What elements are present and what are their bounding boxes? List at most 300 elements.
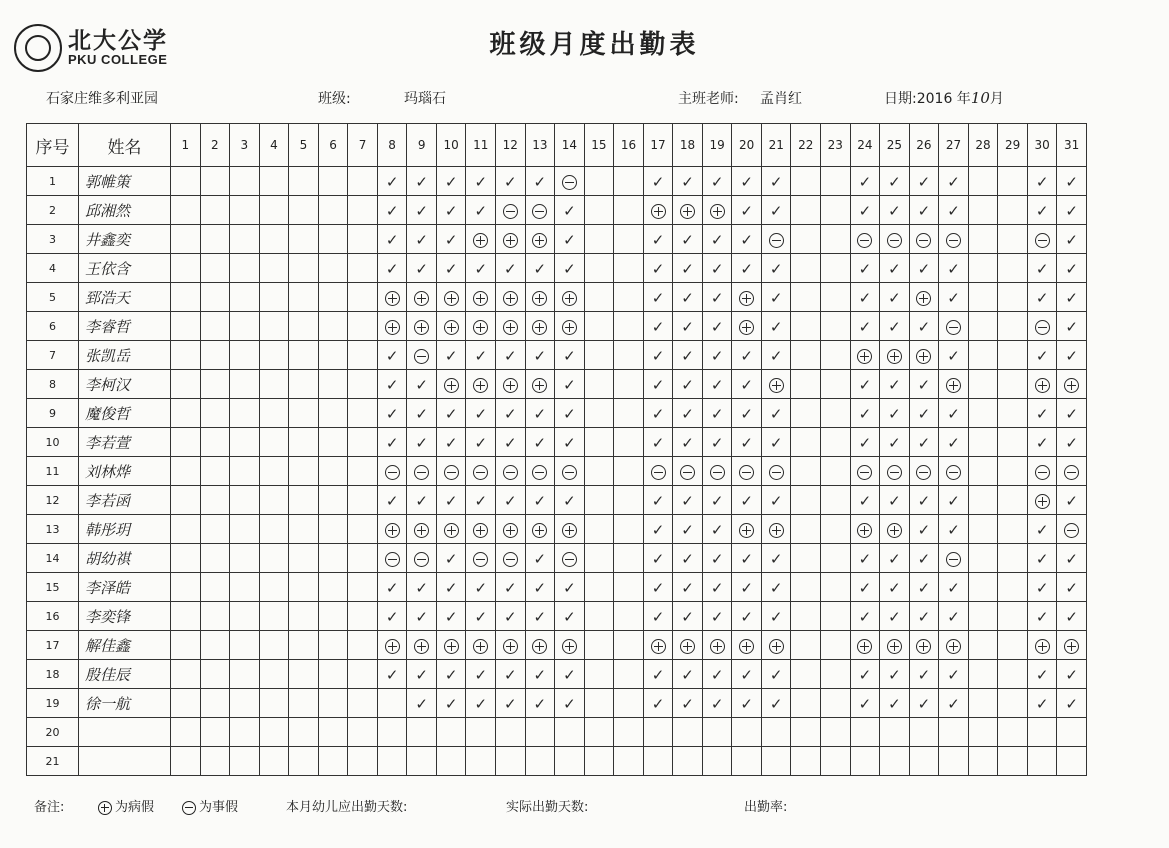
present-check-icon: ✓ bbox=[681, 288, 694, 307]
attendance-cell bbox=[968, 225, 998, 254]
attendance-cell bbox=[407, 370, 437, 399]
attendance-cell bbox=[702, 486, 732, 515]
present-check-icon: ✓ bbox=[710, 375, 724, 394]
attendance-cell bbox=[702, 515, 732, 544]
sick-leave-icon bbox=[562, 523, 577, 538]
attendance-cell bbox=[673, 225, 703, 254]
sick-leave-icon bbox=[739, 291, 754, 306]
present-check-icon: ✓ bbox=[1065, 694, 1078, 713]
attendance-cell bbox=[259, 196, 289, 225]
student-name: 李若函 bbox=[79, 486, 171, 515]
attendance-cell bbox=[673, 254, 703, 283]
present-check-icon: ✓ bbox=[681, 375, 694, 394]
present-check-icon: ✓ bbox=[917, 491, 931, 510]
sick-leave-icon bbox=[532, 523, 547, 538]
present-check-icon: ✓ bbox=[651, 491, 665, 510]
attendance-cell bbox=[171, 341, 201, 370]
attendance-cell bbox=[525, 428, 555, 457]
attendance-cell bbox=[555, 660, 585, 689]
present-check-icon: ✓ bbox=[917, 549, 931, 568]
present-check-icon: ✓ bbox=[504, 607, 517, 626]
attendance-cell bbox=[998, 660, 1028, 689]
present-check-icon: ✓ bbox=[444, 201, 458, 220]
attendance-cell bbox=[171, 573, 201, 602]
attendance-cell bbox=[821, 341, 851, 370]
attendance-cell bbox=[1057, 747, 1087, 776]
student-name: 韩彤玥 bbox=[79, 515, 171, 544]
attendance-cell bbox=[377, 486, 407, 515]
attendance-cell bbox=[348, 718, 378, 747]
present-check-icon: ✓ bbox=[474, 665, 488, 684]
attendance-cell bbox=[850, 486, 880, 515]
attendance-cell bbox=[643, 341, 673, 370]
attendance-cell bbox=[939, 747, 969, 776]
attendance-cell bbox=[171, 167, 201, 196]
present-check-icon: ✓ bbox=[415, 404, 428, 423]
present-check-icon: ✓ bbox=[651, 230, 665, 249]
attendance-cell bbox=[968, 660, 998, 689]
header-day: 20 bbox=[732, 124, 762, 167]
attendance-cell bbox=[880, 254, 910, 283]
attendance-cell bbox=[318, 399, 348, 428]
attendance-cell bbox=[555, 631, 585, 660]
present-check-icon: ✓ bbox=[563, 694, 576, 713]
attendance-cell bbox=[230, 602, 260, 631]
attendance-cell bbox=[1057, 370, 1087, 399]
present-check-icon: ✓ bbox=[740, 491, 753, 510]
present-check-icon: ✓ bbox=[1065, 607, 1078, 626]
attendance-cell bbox=[880, 515, 910, 544]
attendance-cell bbox=[850, 283, 880, 312]
header-day: 4 bbox=[259, 124, 289, 167]
present-check-icon: ✓ bbox=[740, 549, 753, 568]
header-day: 27 bbox=[939, 124, 969, 167]
present-check-icon: ✓ bbox=[415, 665, 428, 684]
present-check-icon: ✓ bbox=[769, 665, 783, 684]
attendance-cell bbox=[850, 573, 880, 602]
attendance-cell bbox=[791, 399, 821, 428]
attendance-cell bbox=[200, 341, 230, 370]
attendance-cell bbox=[702, 341, 732, 370]
present-check-icon: ✓ bbox=[740, 172, 753, 191]
present-check-icon: ✓ bbox=[858, 665, 872, 684]
present-check-icon: ✓ bbox=[769, 288, 783, 307]
attendance-cell bbox=[1027, 515, 1057, 544]
attendance-cell bbox=[407, 747, 437, 776]
personal-leave-icon bbox=[857, 233, 872, 248]
attendance-cell bbox=[1027, 399, 1057, 428]
attendance-cell bbox=[614, 399, 644, 428]
attendance-cell bbox=[525, 167, 555, 196]
attendance-cell bbox=[614, 312, 644, 341]
attendance-cell bbox=[496, 167, 526, 196]
sick-leave-icon bbox=[710, 639, 725, 654]
attendance-cell bbox=[289, 631, 319, 660]
attendance-cell bbox=[436, 631, 466, 660]
present-check-icon: ✓ bbox=[858, 317, 872, 336]
student-name: 郅浩天 bbox=[79, 283, 171, 312]
attendance-cell bbox=[230, 486, 260, 515]
attendance-cell bbox=[348, 399, 378, 428]
attendance-cell bbox=[318, 167, 348, 196]
date-month: 10 bbox=[970, 89, 990, 107]
attendance-cell bbox=[1057, 631, 1087, 660]
attendance-cell bbox=[643, 718, 673, 747]
present-check-icon: ✓ bbox=[947, 346, 960, 365]
present-check-icon: ✓ bbox=[504, 346, 517, 365]
attendance-cell bbox=[761, 370, 791, 399]
attendance-cell bbox=[171, 283, 201, 312]
sick-leave-icon bbox=[739, 523, 754, 538]
attendance-cell bbox=[230, 312, 260, 341]
attendance-cell bbox=[1057, 486, 1087, 515]
attendance-cell bbox=[230, 196, 260, 225]
attendance-cell bbox=[761, 544, 791, 573]
attendance-cell bbox=[673, 718, 703, 747]
attendance-cell bbox=[289, 573, 319, 602]
attendance-cell bbox=[466, 718, 496, 747]
present-check-icon: ✓ bbox=[769, 607, 783, 626]
attendance-cell bbox=[821, 370, 851, 399]
attendance-cell bbox=[791, 225, 821, 254]
attendance-cell bbox=[702, 689, 732, 718]
attendance-cell bbox=[791, 573, 821, 602]
attendance-cell bbox=[1027, 660, 1057, 689]
present-check-icon: ✓ bbox=[651, 549, 665, 568]
attendance-cell bbox=[880, 718, 910, 747]
attendance-cell bbox=[702, 196, 732, 225]
attendance-cell bbox=[643, 428, 673, 457]
attendance-cell bbox=[1027, 312, 1057, 341]
row-index: 16 bbox=[27, 602, 79, 631]
attendance-cell bbox=[200, 370, 230, 399]
personal-leave-icon bbox=[946, 233, 961, 248]
present-check-icon: ✓ bbox=[651, 433, 665, 452]
attendance-cell bbox=[1027, 283, 1057, 312]
attendance-cell bbox=[998, 225, 1028, 254]
attendance-cell bbox=[289, 660, 319, 689]
personal-leave-icon bbox=[414, 552, 429, 567]
attendance-cell bbox=[496, 341, 526, 370]
attendance-cell bbox=[318, 602, 348, 631]
attendance-cell bbox=[525, 689, 555, 718]
attendance-cell bbox=[171, 486, 201, 515]
attendance-cell bbox=[525, 573, 555, 602]
header-day: 11 bbox=[466, 124, 496, 167]
attendance-cell bbox=[1027, 573, 1057, 602]
attendance-cell bbox=[436, 602, 466, 631]
attendance-cell bbox=[673, 370, 703, 399]
attendance-cell bbox=[259, 515, 289, 544]
attendance-cell bbox=[702, 747, 732, 776]
attendance-cell bbox=[880, 486, 910, 515]
present-check-icon: ✓ bbox=[504, 404, 517, 423]
attendance-cell bbox=[614, 544, 644, 573]
sick-leave-icon bbox=[444, 291, 459, 306]
attendance-cell bbox=[880, 660, 910, 689]
attendance-cell bbox=[289, 370, 319, 399]
school-name: 石家庄维多利亚园 bbox=[46, 91, 158, 107]
date-year: 2016 年 bbox=[916, 91, 971, 107]
table-row bbox=[27, 283, 1087, 312]
student-name: 张凯岳 bbox=[79, 341, 171, 370]
present-check-icon: ✓ bbox=[504, 259, 517, 278]
present-check-icon: ✓ bbox=[651, 375, 665, 394]
present-check-icon: ✓ bbox=[681, 404, 694, 423]
row-index: 13 bbox=[27, 515, 79, 544]
table-row bbox=[27, 602, 1087, 631]
attendance-cell bbox=[407, 196, 437, 225]
sick-leave-icon bbox=[946, 639, 961, 654]
header-day: 25 bbox=[880, 124, 910, 167]
attendance-cell bbox=[614, 283, 644, 312]
attendance-cell bbox=[909, 486, 939, 515]
present-check-icon: ✓ bbox=[858, 404, 872, 423]
attendance-cell bbox=[909, 167, 939, 196]
row-index: 19 bbox=[27, 689, 79, 718]
attendance-cell bbox=[673, 196, 703, 225]
attendance-cell bbox=[171, 254, 201, 283]
attendance-cell bbox=[850, 689, 880, 718]
attendance-cell bbox=[496, 254, 526, 283]
attendance-cell bbox=[377, 167, 407, 196]
attendance-cell bbox=[909, 602, 939, 631]
attendance-cell bbox=[1057, 602, 1087, 631]
remark-label: 备注: bbox=[34, 800, 65, 815]
attendance-cell bbox=[821, 399, 851, 428]
table-row bbox=[27, 486, 1087, 515]
student-name: 李奕锋 bbox=[79, 602, 171, 631]
legend-leave-label: 为事假 bbox=[199, 800, 239, 815]
sick-leave-icon bbox=[385, 291, 400, 306]
attendance-cell bbox=[821, 312, 851, 341]
attendance-cell bbox=[584, 399, 614, 428]
personal-leave-icon bbox=[1035, 320, 1050, 335]
attendance-cell bbox=[998, 631, 1028, 660]
attendance-cell bbox=[1027, 341, 1057, 370]
present-check-icon: ✓ bbox=[651, 317, 665, 336]
attendance-cell bbox=[880, 544, 910, 573]
attendance-cell bbox=[200, 515, 230, 544]
attendance-cell bbox=[555, 573, 585, 602]
sick-leave-icon bbox=[916, 291, 931, 306]
attendance-cell bbox=[289, 341, 319, 370]
header-day: 12 bbox=[496, 124, 526, 167]
attendance-cell bbox=[732, 718, 762, 747]
sick-leave-icon bbox=[651, 639, 666, 654]
attendance-cell bbox=[673, 515, 703, 544]
present-check-icon: ✓ bbox=[917, 404, 931, 423]
header-day: 29 bbox=[998, 124, 1028, 167]
personal-leave-icon bbox=[414, 349, 429, 364]
attendance-cell bbox=[939, 689, 969, 718]
attendance-cell bbox=[466, 283, 496, 312]
attendance-cell bbox=[555, 428, 585, 457]
header-day: 9 bbox=[407, 124, 437, 167]
attendance-cell bbox=[407, 254, 437, 283]
present-check-icon: ✓ bbox=[533, 607, 547, 626]
attendance-cell bbox=[998, 689, 1028, 718]
present-check-icon: ✓ bbox=[710, 404, 724, 423]
attendance-cell bbox=[850, 167, 880, 196]
attendance-cell bbox=[348, 602, 378, 631]
attendance-cell bbox=[761, 747, 791, 776]
present-check-icon: ✓ bbox=[888, 259, 901, 278]
header-day: 26 bbox=[909, 124, 939, 167]
attendance-cell bbox=[171, 399, 201, 428]
attendance-cell bbox=[407, 225, 437, 254]
attendance-cell bbox=[200, 428, 230, 457]
attendance-cell bbox=[259, 544, 289, 573]
table-row bbox=[27, 196, 1087, 225]
attendance-cell bbox=[614, 428, 644, 457]
present-check-icon: ✓ bbox=[563, 404, 576, 423]
attendance-cell bbox=[643, 515, 673, 544]
attendance-cell bbox=[1027, 747, 1057, 776]
present-check-icon: ✓ bbox=[651, 404, 665, 423]
attendance-cell bbox=[909, 515, 939, 544]
sick-leave-icon bbox=[414, 639, 429, 654]
attendance-cell bbox=[850, 428, 880, 457]
attendance-cell bbox=[555, 225, 585, 254]
attendance-cell bbox=[525, 312, 555, 341]
personal-leave-icon bbox=[503, 552, 518, 567]
present-check-icon: ✓ bbox=[858, 491, 872, 510]
attendance-cell bbox=[377, 689, 407, 718]
attendance-cell bbox=[880, 312, 910, 341]
attendance-cell bbox=[909, 689, 939, 718]
personal-leave-icon bbox=[1035, 465, 1050, 480]
header-index: 序号 bbox=[27, 124, 79, 167]
attendance-cell bbox=[436, 167, 466, 196]
attendance-cell bbox=[230, 718, 260, 747]
personal-leave-icon bbox=[946, 320, 961, 335]
present-check-icon: ✓ bbox=[888, 433, 901, 452]
attendance-cell bbox=[584, 718, 614, 747]
attendance-cell bbox=[998, 457, 1028, 486]
student-name: 邱湘然 bbox=[79, 196, 171, 225]
sick-leave-icon bbox=[473, 291, 488, 306]
personal-leave-icon bbox=[739, 465, 754, 480]
attendance-cell bbox=[673, 457, 703, 486]
attendance-cell bbox=[850, 254, 880, 283]
attendance-cell bbox=[880, 689, 910, 718]
present-check-icon: ✓ bbox=[444, 346, 458, 365]
personal-leave-icon bbox=[473, 552, 488, 567]
sick-leave-icon bbox=[444, 639, 459, 654]
attendance-cell bbox=[791, 254, 821, 283]
attendance-cell bbox=[407, 167, 437, 196]
present-check-icon: ✓ bbox=[563, 491, 576, 510]
attendance-cell bbox=[998, 747, 1028, 776]
present-check-icon: ✓ bbox=[1065, 288, 1078, 307]
attendance-cell bbox=[791, 196, 821, 225]
sick-leave-icon bbox=[739, 320, 754, 335]
present-check-icon: ✓ bbox=[444, 491, 458, 510]
attendance-cell bbox=[791, 312, 821, 341]
attendance-cell bbox=[880, 196, 910, 225]
personal-leave-icon bbox=[385, 465, 400, 480]
present-check-icon: ✓ bbox=[888, 317, 901, 336]
attendance-cell bbox=[673, 341, 703, 370]
attendance-cell bbox=[230, 660, 260, 689]
attendance-cell bbox=[939, 486, 969, 515]
attendance-cell bbox=[791, 602, 821, 631]
attendance-cell bbox=[466, 515, 496, 544]
present-check-icon: ✓ bbox=[740, 433, 753, 452]
attendance-cell bbox=[673, 544, 703, 573]
attendance-cell bbox=[998, 399, 1028, 428]
row-index: 10 bbox=[27, 428, 79, 457]
personal-leave-icon bbox=[916, 233, 931, 248]
attendance-cell bbox=[702, 602, 732, 631]
student-name: 郭帷策 bbox=[79, 167, 171, 196]
present-check-icon: ✓ bbox=[563, 259, 576, 278]
attendance-cell bbox=[909, 544, 939, 573]
present-check-icon: ✓ bbox=[385, 346, 399, 365]
present-check-icon: ✓ bbox=[917, 259, 931, 278]
attendance-cell bbox=[171, 196, 201, 225]
attendance-cell bbox=[909, 225, 939, 254]
attendance-cell bbox=[614, 660, 644, 689]
present-check-icon: ✓ bbox=[504, 433, 517, 452]
attendance-cell bbox=[348, 428, 378, 457]
attendance-cell bbox=[348, 341, 378, 370]
attendance-cell bbox=[377, 341, 407, 370]
attendance-cell bbox=[525, 196, 555, 225]
attendance-cell bbox=[1057, 399, 1087, 428]
attendance-cell bbox=[348, 312, 378, 341]
attendance-cell bbox=[555, 544, 585, 573]
attendance-cell bbox=[614, 254, 644, 283]
present-check-icon: ✓ bbox=[681, 230, 694, 249]
attendance-cell bbox=[850, 602, 880, 631]
attendance-cell bbox=[968, 747, 998, 776]
attendance-cell bbox=[230, 544, 260, 573]
present-check-icon: ✓ bbox=[858, 201, 872, 220]
present-check-icon: ✓ bbox=[917, 694, 931, 713]
attendance-cell bbox=[289, 312, 319, 341]
attendance-cell bbox=[909, 747, 939, 776]
attendance-cell bbox=[761, 341, 791, 370]
present-check-icon: ✓ bbox=[474, 578, 488, 597]
attendance-cell bbox=[496, 399, 526, 428]
attendance-cell bbox=[732, 370, 762, 399]
table-row bbox=[27, 747, 1087, 776]
present-check-icon: ✓ bbox=[504, 491, 517, 510]
attendance-cell bbox=[821, 631, 851, 660]
present-check-icon: ✓ bbox=[651, 578, 665, 597]
present-check-icon: ✓ bbox=[1035, 259, 1049, 278]
attendance-cell bbox=[436, 457, 466, 486]
present-check-icon: ✓ bbox=[740, 259, 753, 278]
attendance-cell bbox=[318, 370, 348, 399]
attendance-cell bbox=[200, 747, 230, 776]
present-check-icon: ✓ bbox=[651, 259, 665, 278]
attendance-cell bbox=[643, 573, 673, 602]
teacher-name: 孟肖红 bbox=[760, 91, 802, 107]
personal-leave-icon bbox=[503, 465, 518, 480]
present-check-icon: ✓ bbox=[474, 172, 488, 191]
present-check-icon: ✓ bbox=[651, 346, 665, 365]
present-check-icon: ✓ bbox=[385, 404, 399, 423]
attendance-cell bbox=[673, 573, 703, 602]
attendance-cell bbox=[171, 660, 201, 689]
present-check-icon: ✓ bbox=[1065, 433, 1078, 452]
attendance-cell bbox=[230, 457, 260, 486]
attendance-cell bbox=[968, 544, 998, 573]
attendance-cell bbox=[673, 602, 703, 631]
